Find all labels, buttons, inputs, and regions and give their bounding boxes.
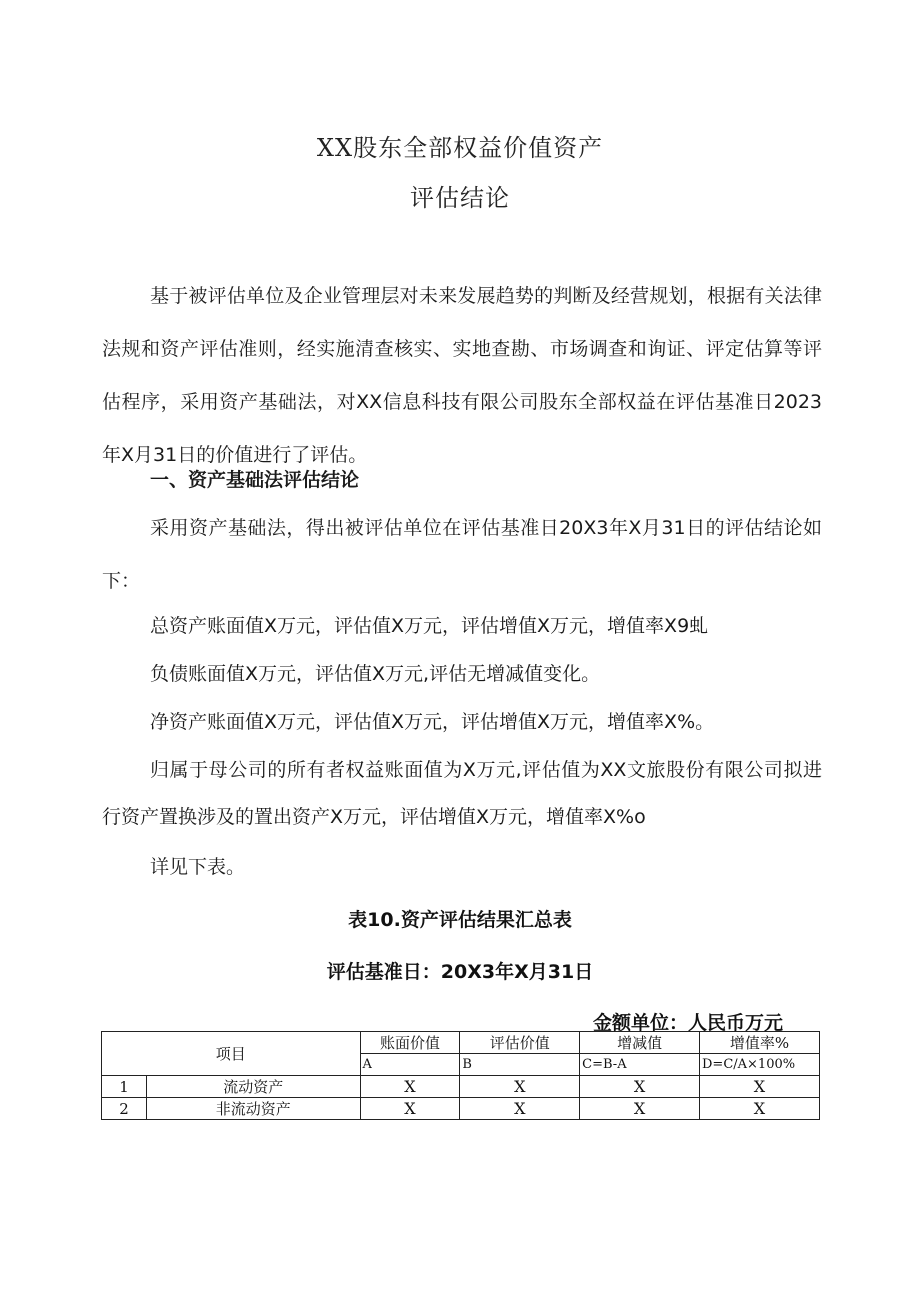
row-cell: X [700, 1076, 820, 1098]
parent-equity-paragraph: 归属于母公司的所有者权益账面值为X万元,评估值为XX文旅股份有限公司拟进行资产置换涉及的置出资产X万元，评估增值X万元，增值率X%o [102, 759, 822, 828]
code-b: B [460, 1054, 580, 1076]
header-rate: 增值率% [700, 1032, 820, 1054]
row-cell: X [580, 1076, 700, 1098]
row-cell: X [360, 1098, 460, 1120]
intro-paragraph: 基于被评估单位及企业管理层对未来发展趋势的判断及经营规划，根据有关法律法规和资产评估准则，经实施清查核实、实地查勘、市场调查和询证、评定估算等评估程序，采用资产基础法，对XX信息科技有限公司股东全部权益在评估基准日2023年X月31日的价值进行了评估。 [102, 285, 822, 466]
header-book-value: 账面价值 [360, 1032, 460, 1054]
table-row [102, 1076, 820, 1098]
row-item: 非流动资产 [146, 1098, 360, 1120]
table-header-row [102, 1032, 820, 1054]
code-c: C=B-A [580, 1054, 700, 1076]
code-d: D=C/A×100% [700, 1054, 820, 1076]
header-item: 项目 [102, 1032, 361, 1076]
row-cell: X [460, 1098, 580, 1120]
row-cell: X [360, 1076, 460, 1098]
total-assets-line: 总资产账面值X万元，评估值X万元，评估增值X万元，增值率X9虬 [150, 615, 709, 637]
row-cell: X [580, 1098, 700, 1120]
net-assets-line: 净资产账面值X万元，评估值X万元，评估增值X万元，增值率X%。 [150, 711, 715, 733]
see-table-line: 详见下表。 [150, 856, 246, 878]
row-item: 流动资产 [146, 1076, 360, 1098]
document-subtitle: 评估结论 [410, 184, 510, 212]
row-cell: X [700, 1098, 820, 1120]
row-number: 1 [102, 1076, 147, 1098]
row-number: 2 [102, 1098, 147, 1120]
liabilities-line: 负债账面值X万元，评估值X万元,评估无增减值变化。 [150, 663, 601, 685]
code-a: A [360, 1054, 460, 1076]
section-heading: 一、资产基础法评估结论 [150, 469, 360, 491]
amount-unit: 金额单位：人民币万元 [593, 1012, 784, 1034]
section-lead-paragraph: 采用资产基础法，得出被评估单位在评估基准日20X3年X月31日的评估结论如下： [102, 517, 822, 592]
header-appraised-value: 评估价值 [460, 1032, 580, 1054]
summary-table [101, 1031, 820, 1120]
row-cell: X [460, 1076, 580, 1098]
table-caption: 表10.资产评估结果汇总表 [348, 909, 572, 931]
header-change: 增减值 [580, 1032, 700, 1054]
table-base-date: 评估基准日：20X3年X月31日 [326, 961, 594, 983]
table-row [102, 1098, 820, 1120]
document-title: XX股东全部权益价值资产 [316, 134, 604, 162]
